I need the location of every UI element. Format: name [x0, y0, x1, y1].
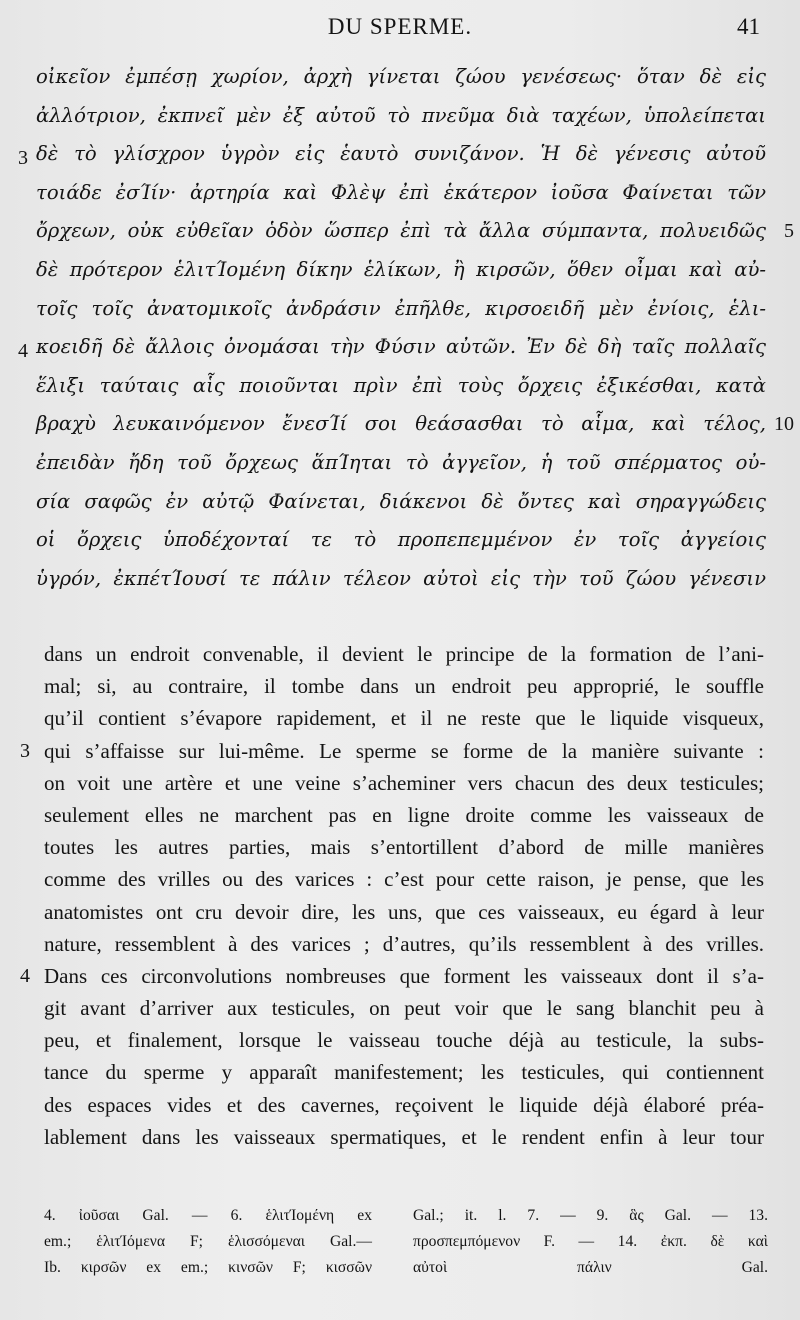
greek-line-text: σία σαφῶς ἐν αὐτῷ Φαίνεται, διάκενοι δὲ ὄντες καὶ σηραγγώδεις	[36, 489, 766, 513]
french-line	[44, 1089, 764, 1121]
footnotes-left-column	[44, 1203, 372, 1281]
greek-line	[36, 405, 794, 444]
greek-line	[36, 212, 794, 251]
greek-text-block	[18, 58, 794, 598]
greek-line-text: ἕλιξι ταύταις αἷς ποιοῦνται πρὶν ἐπὶ τοὺς ὄρχεις ἐξικέσθαι, κατὰ	[36, 373, 766, 397]
french-line-text: git avant d’arriver aux testicules, on peut voir que le sang blanchit peu à	[44, 996, 764, 1021]
running-title: DU SPERME.	[327, 14, 473, 39]
french-line-text: qui s’affaisse sur lui-même. Le sperme se forme de la manière suivante :	[44, 738, 764, 763]
footnote-line: Gal.; it. l. 7. — 9. ἃς Gal. — 13.	[413, 1207, 768, 1224]
greek-line	[36, 521, 766, 560]
greek-line-text: δὲ πρότερον ἑλιτΊομένη δίκην ἑλίκων, ἢ κιρσῶν, ὅθεν οἶμαι καὶ αὐ-	[36, 257, 766, 281]
greek-line	[36, 560, 766, 599]
greek-line-text: βραχὺ λευκαινόμενον ἔνεσΊί σοι θεάσασθαι τὸ αἷμα, καὶ τέλος,	[36, 412, 766, 436]
french-line-text: nature, ressemblent à des varices ; d’autres, qu’ils ressemblent à des vrilles.	[44, 931, 764, 956]
french-line-text: comme des vrilles ou des varices : c’est pour cette raison, je pense, que les	[44, 867, 764, 892]
french-line	[44, 928, 764, 960]
french-line	[44, 1024, 764, 1056]
greek-line-text: ὄρχεων, οὐκ εὐθεῖαν ὁδὸν ὥσπερ ἐπὶ τὰ ἄλλα σύμπαντα, πολυειδῶς	[36, 219, 766, 243]
footnotes-right-column	[413, 1203, 768, 1281]
line-number: 10	[774, 413, 794, 436]
french-line	[20, 960, 764, 992]
greek-line	[36, 367, 766, 406]
french-line-text: des espaces vides et des cavernes, reçoivent le liquide déjà élaboré préa-	[44, 1092, 764, 1117]
french-translation-block	[20, 638, 764, 1153]
greek-line-text: ἐπειδὰν ἤδη τοῦ ὄρχεως ἅπΊηται τὸ ἀγγεῖον, ἡ τοῦ σπέρματος οὐ-	[36, 450, 766, 474]
greek-line-text: τοιάδε ἐσΊίν· ἀρτηρία καὶ Φλὲψ ἐπὶ ἑκάτερον ἰοῦσα Φαίνεται τῶν	[36, 180, 766, 204]
greek-line-text: οἰκεῖον ἐμπέσῃ χωρίον, ἀρχὴ γίνεται ζώου γενέσεως· ὅταν δὲ εἰς	[36, 65, 766, 88]
french-line-text: anatomistes ont cru devoir dire, les uns, que ces vaisseaux, eu égard à leur	[44, 899, 764, 924]
greek-line-text: ὑγρόν, ἐκπέτΊουσί τε πάλιν τέλεον αὐτοὶ εἰς τὴν τοῦ ζώου γένεσιν	[36, 566, 766, 590]
french-line-text: tance du sperme y apparaît manifestement; les testicules, qui contiennent	[44, 1060, 764, 1085]
french-line	[44, 1121, 764, 1153]
greek-line-text: κοειδῆ δὲ ἄλλοις ὀνομάσαι τὴν Φύσιν αὐτῶν. Ἐν δὲ δὴ ταῖς πολλαῖς	[36, 335, 766, 359]
section-marker: 3	[20, 739, 30, 762]
french-line	[44, 1056, 764, 1088]
footnotes	[44, 1203, 768, 1303]
greek-line-text: τοῖς τοῖς ἀνατομικοῖς ἀνδράσιν ἐπῆλθε, κιρσοειδῆ μὲν ἐνίοις, ἑλι-	[36, 296, 766, 320]
french-line-text: peu, et finalement, lorsque le vaisseau touche déjà au testicule, la subs-	[44, 1028, 764, 1053]
french-line-text: dans un endroit convenable, il devient le principe de la formation de l’ani-	[44, 642, 764, 666]
french-line	[44, 767, 764, 799]
french-line	[44, 670, 764, 702]
footnote-line: 4. ἰοῦσαι Gal. — 6. ἑλιτΊομένη ex	[44, 1207, 372, 1224]
page-header	[0, 14, 800, 46]
french-line-text: qu’il contient s’évapore rapidement, et il ne reste que le liquide visqueux,	[44, 706, 764, 731]
section-marker: 4	[20, 964, 30, 987]
greek-line	[18, 135, 766, 174]
french-line	[44, 896, 764, 928]
french-line-text: Dans ces circonvolutions nombreuses que forment les vaisseaux dont il s’a-	[44, 963, 764, 988]
french-line	[20, 735, 764, 767]
french-line-text: seulement elles ne marchent pas en ligne droite comme les vaisseaux de	[44, 802, 764, 827]
greek-line	[36, 97, 766, 136]
page-number: 41	[737, 14, 760, 39]
french-line-text: mal; si, au contraire, il tombe dans un endroit peu approprié, le souffle	[44, 674, 764, 699]
footnote-line: αὐτοὶ πάλιν Gal.	[413, 1259, 768, 1276]
greek-line	[36, 290, 766, 329]
french-line	[44, 992, 764, 1024]
greek-line	[36, 483, 766, 522]
french-line-text: on voit une artère et une veine s’acheminer vers chacun des deux testicules;	[44, 770, 764, 795]
french-line	[44, 702, 764, 734]
french-line-text: lablement dans les vaisseaux spermatiques, et le rendent enfin à leur tour	[44, 1124, 764, 1149]
greek-line	[18, 328, 766, 367]
french-line	[44, 831, 764, 863]
greek-line-text: οἱ ὄρχεις ὑποδέχονταί τε τὸ προπεπεμμένον ἐν τοῖς ἀγγείοις	[36, 528, 766, 552]
footnote-line: em.; ἑλιτΊόμενα F; ἑλισσόμεναι Gal.—	[44, 1233, 372, 1250]
greek-line	[36, 174, 766, 213]
greek-line-text: ἀλλότριον, ἐκπνεῖ μὲν ἐξ αὐτοῦ τὸ πνεῦμα διὰ ταχέων, ὑπολείπεται	[36, 103, 766, 127]
greek-line	[36, 58, 766, 97]
footnote-line: Ib. κιρσῶν ex em.; κινσῶν F; κισσῶν	[44, 1259, 372, 1276]
greek-line	[36, 444, 766, 483]
french-line	[44, 863, 764, 895]
section-marker: 3	[18, 147, 28, 170]
greek-line	[36, 251, 766, 290]
french-line	[44, 638, 764, 670]
french-line	[44, 799, 764, 831]
french-line-text: toutes les autres parties, mais s’entortillent d’abord de mille manières	[44, 835, 764, 860]
footnote-line: προσπεμπόμενον F. — 14. ἐκπ. δὲ καὶ	[413, 1233, 768, 1250]
greek-line-text: δὲ τὸ γλίσχρον ὑγρὸν εἰς ἑαυτὸ συνιζάνον. Ἡ δὲ γένεσις αὐτοῦ	[36, 142, 766, 166]
section-marker: 4	[18, 340, 28, 363]
line-number: 5	[784, 220, 794, 243]
